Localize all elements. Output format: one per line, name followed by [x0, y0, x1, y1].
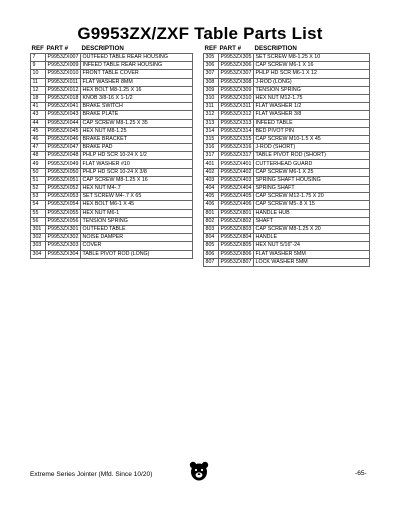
- table-row: [204, 135, 370, 143]
- description-cell: FRONT TABLE COVER: [81, 70, 193, 78]
- part-number-cell: P9953ZX301: [46, 225, 81, 233]
- description-cell: CAP SCREW M6-1 X 25: [254, 168, 370, 176]
- ref-cell: 11: [31, 78, 46, 86]
- part-number-cell: P9953ZX305: [219, 54, 254, 62]
- description-cell: PHLP HD SCR 10-24 X 1/2: [81, 152, 193, 160]
- bear-head-icon: [188, 460, 210, 482]
- part-number-cell: P9953ZX012: [46, 86, 81, 94]
- description-cell: CAP SCREW M8-1.25 X 16: [81, 176, 193, 184]
- ref-cell: 56: [31, 217, 46, 225]
- part-number-cell: P9953ZX304: [46, 250, 81, 258]
- part-number-cell: P9953ZX047: [46, 144, 81, 152]
- description-cell: SPRING SHAFT: [254, 185, 370, 193]
- part-number-cell: P9953ZX018: [46, 94, 81, 102]
- part-number-cell: P9953ZX402: [219, 168, 254, 176]
- ref-cell: 54: [31, 201, 46, 209]
- part-number-cell: P9953ZX056: [46, 217, 81, 225]
- part-number-cell: P9953ZX316: [219, 144, 254, 152]
- table-row: [204, 62, 370, 70]
- table-row: [204, 225, 370, 233]
- table-row: [31, 185, 193, 193]
- table-row: [31, 127, 193, 135]
- ref-header: REF: [31, 45, 44, 52]
- description-cell: SET SCREW M4-.7 X 65: [81, 193, 193, 201]
- description-cell: HEX NUT M8-1.25: [81, 127, 193, 135]
- table-row: [204, 193, 370, 201]
- description-cell: CAP SCREW M5-.8 X 15: [254, 201, 370, 209]
- part-number-cell: P9953ZX314: [219, 127, 254, 135]
- ref-cell: 7: [31, 54, 46, 62]
- table-row: [31, 250, 193, 258]
- table-row: [31, 209, 193, 217]
- ref-cell: 44: [31, 119, 46, 127]
- table-row: [204, 160, 370, 168]
- ref-cell: 303: [31, 242, 46, 250]
- part-number-cell: P9953ZX045: [46, 127, 81, 135]
- part-number-cell: P9953ZX404: [219, 185, 254, 193]
- ref-cell: 806: [204, 250, 219, 258]
- ref-cell: 305: [204, 54, 219, 62]
- ref-cell: 311: [204, 103, 219, 111]
- ref-cell: 403: [204, 176, 219, 184]
- description-cell: BRAKE SWITCH: [81, 103, 193, 111]
- description-cell: FLAT WASHER 8MM: [81, 78, 193, 86]
- description-cell: BRAKE BRACKET: [81, 135, 193, 143]
- ref-cell: 801: [204, 209, 219, 217]
- table-row: [204, 119, 370, 127]
- ref-header: REF: [204, 45, 217, 52]
- part-number-cell: P9953ZX302: [46, 234, 81, 242]
- part-number-cell: P9953ZX805: [219, 242, 254, 250]
- part-number-cell: P9953ZX052: [46, 185, 81, 193]
- ref-cell: 43: [31, 111, 46, 119]
- ref-cell: 41: [31, 103, 46, 111]
- part-number-cell: P9953ZX055: [46, 209, 81, 217]
- table-row: [204, 168, 370, 176]
- table-row: [31, 168, 193, 176]
- description-cell: CAP SCREW M12-1.75 X 20: [254, 193, 370, 201]
- part-number-cell: P9953ZX406: [219, 201, 254, 209]
- table-row: [31, 78, 193, 86]
- description-cell: PHLP HD SCR 10-24 X 3/8: [81, 168, 193, 176]
- table-row: [31, 201, 193, 209]
- part-header: PART #: [46, 45, 69, 52]
- part-number-cell: P9953ZX009: [46, 62, 81, 70]
- ref-cell: 307: [204, 70, 219, 78]
- table-row: [31, 160, 193, 168]
- table-row: [204, 217, 370, 225]
- table-header-row: [31, 45, 193, 54]
- part-number-cell: P9953ZX053: [46, 193, 81, 201]
- description-cell: TABLE PIVOT ROD (SHORT): [254, 152, 370, 160]
- table-row: [204, 78, 370, 86]
- table-header-row: [204, 45, 370, 54]
- table-row: [204, 103, 370, 111]
- ref-cell: 314: [204, 127, 219, 135]
- table-row: [31, 94, 193, 102]
- ref-cell: 313: [204, 119, 219, 127]
- part-number-cell: P9953ZX046: [46, 135, 81, 143]
- page-title: G9953ZX/ZXF Table Parts List: [77, 24, 323, 43]
- table-row: [31, 193, 193, 201]
- ref-cell: 315: [204, 135, 219, 143]
- description-cell: HANDLE: [254, 234, 370, 242]
- ref-cell: 312: [204, 111, 219, 119]
- ref-cell: 51: [31, 176, 46, 184]
- table-row: [204, 258, 370, 266]
- ref-cell: 48: [31, 152, 46, 160]
- part-number-cell: P9953ZX802: [219, 217, 254, 225]
- ref-cell: 53: [31, 193, 46, 201]
- description-cell: INFEED TABLE REAR HOUSING: [81, 62, 193, 70]
- description-header: DESCRIPTION: [81, 45, 124, 52]
- ref-cell: 302: [31, 234, 46, 242]
- table-row: [31, 234, 193, 242]
- part-number-cell: P9953ZX010: [46, 70, 81, 78]
- ref-cell: 52: [31, 185, 46, 193]
- ref-cell: 9: [31, 62, 46, 70]
- description-cell: TABLE PIVOT ROD (LONG): [81, 250, 193, 258]
- ref-cell: 401: [204, 160, 219, 168]
- ref-cell: 306: [204, 62, 219, 70]
- ref-cell: 309: [204, 86, 219, 94]
- part-number-cell: P9953ZX044: [46, 119, 81, 127]
- ref-cell: 807: [204, 258, 219, 266]
- table-row: [31, 62, 193, 70]
- part-number-cell: P9953ZX308: [219, 78, 254, 86]
- ref-cell: 402: [204, 168, 219, 176]
- description-cell: COVER: [81, 242, 193, 250]
- part-number-cell: P9953ZX403: [219, 176, 254, 184]
- footer-title: Extreme Series Jointer (Mfd. Since 10/20): [30, 471, 153, 478]
- part-number-cell: P9953ZX317: [219, 152, 254, 160]
- part-number-cell: P9953ZX315: [219, 135, 254, 143]
- ref-cell: 47: [31, 144, 46, 152]
- description-cell: HEX NUT M12-1.75: [254, 94, 370, 102]
- description-cell: HEX NUT M4-.7: [81, 185, 193, 193]
- description-cell: PHLP HD SCR M6-1 X 12: [254, 70, 370, 78]
- table-row: [31, 70, 193, 78]
- description-cell: CAP SCREW M8-1.25 X 35: [81, 119, 193, 127]
- part-number-cell: P9953ZX309: [219, 86, 254, 94]
- part-number-cell: P9953ZX801: [219, 209, 254, 217]
- table-row: [31, 135, 193, 143]
- page-number: -65-: [355, 470, 367, 477]
- table-row: [31, 225, 193, 233]
- parts-table-left: [30, 45, 193, 259]
- description-cell: BRAKE PLATE: [81, 111, 193, 119]
- description-cell: J-ROD (SHORT): [254, 144, 370, 152]
- ref-cell: 802: [204, 217, 219, 225]
- ref-cell: 803: [204, 225, 219, 233]
- part-number-cell: P9953ZX306: [219, 62, 254, 70]
- description-cell: HEX BOLT M6-1 X 45: [81, 201, 193, 209]
- ref-cell: 406: [204, 201, 219, 209]
- description-cell: CAP SCREW M6-1 X 16: [254, 62, 370, 70]
- description-cell: HEX NUT M6-1: [81, 209, 193, 217]
- ref-cell: 405: [204, 193, 219, 201]
- part-number-cell: P9953ZX807: [219, 258, 254, 266]
- table-row: [204, 176, 370, 184]
- description-cell: BED PIVOT PIN: [254, 127, 370, 135]
- description-cell: J-ROD (LONG): [254, 78, 370, 86]
- ref-cell: 46: [31, 135, 46, 143]
- part-number-cell: P9953ZX011: [46, 78, 81, 86]
- description-cell: CUTTERHEAD GUARD: [254, 160, 370, 168]
- ref-cell: 317: [204, 152, 219, 160]
- description-cell: KNOB 3/8-16 X 1-1/2: [81, 94, 193, 102]
- table-row: [31, 119, 193, 127]
- description-cell: FLAT WASHER #10: [81, 160, 193, 168]
- part-number-cell: P9953ZX803: [219, 225, 254, 233]
- part-number-cell: P9953ZX401: [219, 160, 254, 168]
- table-row: [204, 54, 370, 62]
- ref-cell: 804: [204, 234, 219, 242]
- parts-table-right: [203, 45, 370, 267]
- description-cell: HEX BOLT M8-1.25 X 16: [81, 86, 193, 94]
- description-cell: SET SCREW M8-1.25 X 10: [254, 54, 370, 62]
- ref-cell: 10: [31, 70, 46, 78]
- table-row: [204, 127, 370, 135]
- table-row: [204, 185, 370, 193]
- table-row: [31, 111, 193, 119]
- table-row: [31, 103, 193, 111]
- ref-cell: 310: [204, 94, 219, 102]
- part-number-cell: P9953ZX054: [46, 201, 81, 209]
- table-row: [204, 86, 370, 94]
- part-number-cell: P9953ZX049: [46, 160, 81, 168]
- ref-cell: 18: [31, 94, 46, 102]
- ref-cell: 805: [204, 242, 219, 250]
- table-row: [204, 111, 370, 119]
- description-cell: HEX NUT 5/16"-24: [254, 242, 370, 250]
- description-header: DESCRIPTION: [254, 45, 297, 52]
- part-number-cell: P9953ZX804: [219, 234, 254, 242]
- ref-cell: 50: [31, 168, 46, 176]
- description-cell: HANDLE HUB: [254, 209, 370, 217]
- ref-cell: 404: [204, 185, 219, 193]
- table-row: [204, 94, 370, 102]
- description-cell: OUTFEED TABLE REAR HOUSING: [81, 54, 193, 62]
- part-number-cell: P9953ZX050: [46, 168, 81, 176]
- table-row: [204, 250, 370, 258]
- table-row: [204, 152, 370, 160]
- part-number-cell: P9953ZX051: [46, 176, 81, 184]
- part-number-cell: P9953ZX312: [219, 111, 254, 119]
- table-row: [31, 86, 193, 94]
- table-row: [204, 209, 370, 217]
- part-number-cell: P9953ZX405: [219, 193, 254, 201]
- table-row: [204, 234, 370, 242]
- ref-cell: 308: [204, 78, 219, 86]
- description-cell: OUTFEED TABLE: [81, 225, 193, 233]
- ref-cell: 49: [31, 160, 46, 168]
- table-row: [204, 144, 370, 152]
- description-cell: FLAT WASHER 1/2: [254, 103, 370, 111]
- description-cell: NOISE DAMPER: [81, 234, 193, 242]
- ref-cell: 316: [204, 144, 219, 152]
- ref-cell: 301: [31, 225, 46, 233]
- part-number-cell: P9953ZX806: [219, 250, 254, 258]
- part-number-cell: P9953ZX303: [46, 242, 81, 250]
- description-cell: TENSION SPRING: [254, 86, 370, 94]
- part-number-cell: P9953ZX041: [46, 103, 81, 111]
- table-row: [31, 217, 193, 225]
- description-cell: SPRING SHAFT HOUSING: [254, 176, 370, 184]
- part-number-cell: P9953ZX310: [219, 94, 254, 102]
- part-number-cell: P9953ZX048: [46, 152, 81, 160]
- part-number-cell: P9953ZX311: [219, 103, 254, 111]
- description-cell: TENSION SPRING: [81, 217, 193, 225]
- description-cell: CAP SCREW M8-1.25 X 20: [254, 225, 370, 233]
- table-row: [31, 176, 193, 184]
- ref-cell: 304: [31, 250, 46, 258]
- table-row: [31, 152, 193, 160]
- table-row: [204, 70, 370, 78]
- description-cell: INFEED TABLE: [254, 119, 370, 127]
- table-row: [31, 242, 193, 250]
- part-number-cell: P9953ZX313: [219, 119, 254, 127]
- table-row: [204, 242, 370, 250]
- table-row: [204, 201, 370, 209]
- description-cell: CAP SCREW M10-1.5 X 45: [254, 135, 370, 143]
- ref-cell: 12: [31, 86, 46, 94]
- part-number-cell: P9953ZX007: [46, 54, 81, 62]
- description-cell: LOCK WASHER 5MM: [254, 258, 370, 266]
- part-header: PART #: [219, 45, 242, 52]
- description-cell: FLAT WASHER 3/8: [254, 111, 370, 119]
- part-number-cell: P9953ZX043: [46, 111, 81, 119]
- part-number-cell: P9953ZX307: [219, 70, 254, 78]
- ref-cell: 55: [31, 209, 46, 217]
- description-cell: BRAKE PAD: [81, 144, 193, 152]
- ref-cell: 45: [31, 127, 46, 135]
- description-cell: FLAT WASHER 5MM: [254, 250, 370, 258]
- table-row: [31, 144, 193, 152]
- table-row: [31, 54, 193, 62]
- description-cell: SHAFT: [254, 217, 370, 225]
